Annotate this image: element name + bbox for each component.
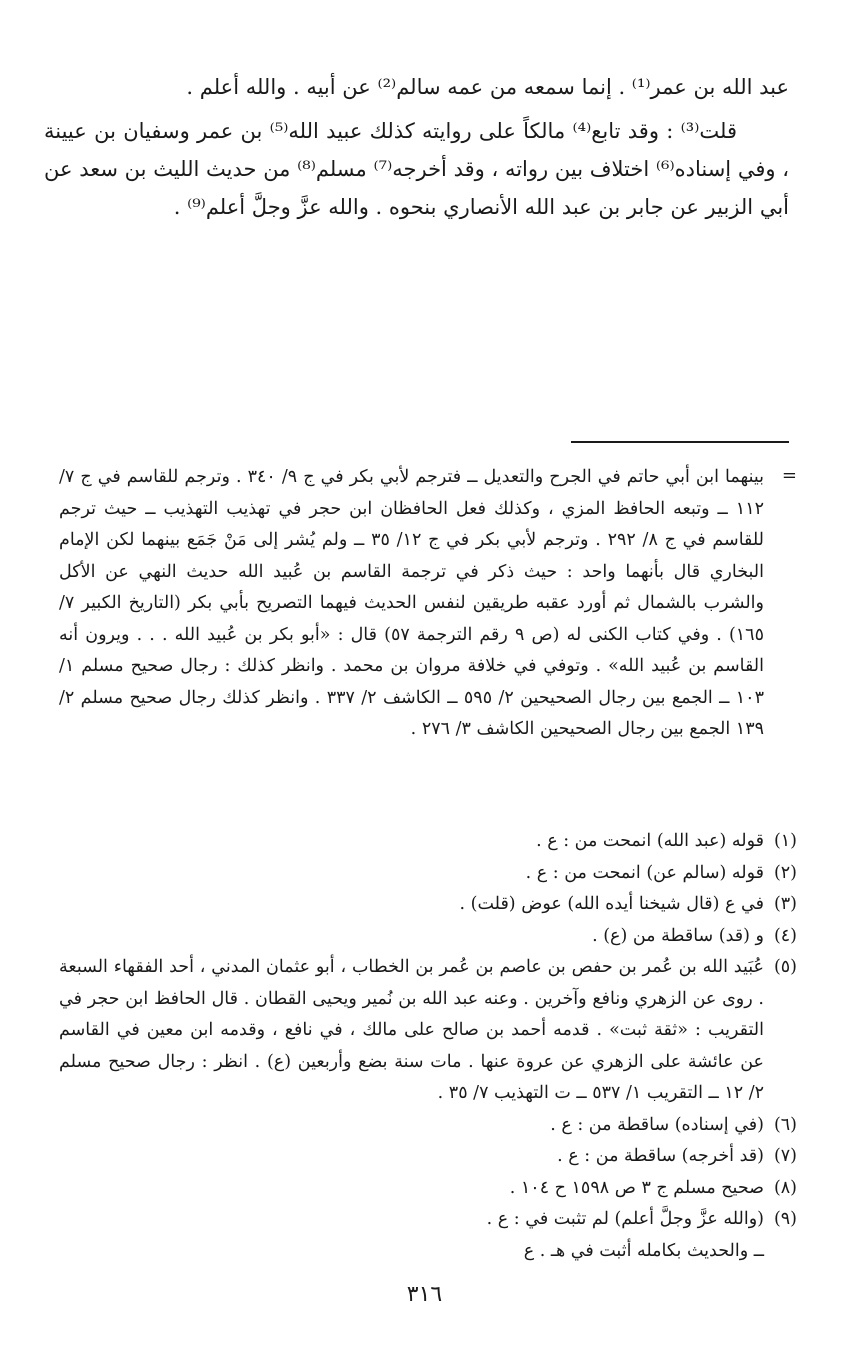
footnote-2 xyxy=(59,858,797,890)
footnote-continuation: بينهما ابن أبي حاتم في الجرح والتعديل ــ فترجم لأبي بكر في ج ٩/ ٣٤٠ . وترجم للقاسم في ج ٧/ ١١٢ ــ وتبعه الحافظ المزي ، وكذلك فعل الحافظان ابن حجر في تهذيب التهذيب ــ حيث ترجم للقاسم في ج ٨/ ٢٩٢ . وترجم لأبي بكر في ج ١٢/ ٣٥ ــ ولم يُشر إلى مَنْ جَمَع بينهما لكن الإمام البخاري قال بأنهما واحد : حيث ذكر في ترجمة القاسم بن عُبيد الله حديث النهي عن الأكل والشرب بالشمال ثم أورد عقبه طريقين لنفس الحديث فيهما التصريح بأبي بكر (التاريخ الكبير ٧/ ١٦٥) . وفي كتاب الكنى له (ص ٩ رقم الترجمة ٥٧) قال : «أبو بكر بن عُبيد الله . . . ويرون أنه القاسم بن عُبيد الله» . وتوفي في خلافة مروان بن محمد . وانظر كذلك : رجال صحيح مسلم ١/ ١٠٣ ــ الجمع بين رجال الصحيحين ٢/ ٥٩٥ ــ الكاشف ٢/ ٣٣٧ . وانظر كذلك رجال صحيح مسلم ٢/ ١٣٩ الجمع بين رجال الصحيحين الكاشف ٣/ ٢٧٦ . xyxy=(59,467,765,739)
page-number: ٣١٦ xyxy=(406,1282,443,1307)
footnote-text: قوله (سالم عن) انمحت من : ع . xyxy=(525,862,764,883)
main-paragraph-2 xyxy=(44,112,789,226)
footnote-text: (والله عزَّ وجلَّ أعلم) لم تثبت في : ع . xyxy=(486,1209,764,1229)
main-paragraph-1: عبد الله بن عمر⁽¹⁾ . إنما سمعه من عمه سالم⁽²⁾ عن أبيه . والله أعلم . xyxy=(186,75,789,99)
footnote-1 xyxy=(59,826,797,858)
footnote-number: (٧) xyxy=(773,1146,797,1166)
footnote-text: عُبَيد الله بن عُمر بن حفص بن عاصم بن عُمر بن الخطاب ، أبو عثمان المدني ، أحد الفقهاء السبعة . روى عن الزهري ونافع وآخرين . وعنه عبد الله بن نُمير ويحيى القطان . قال الحافظ ابن حجر في التقريب : «ثقة ثبت» . قدمه أحمد بن صالح على مالك ، في نافع ، وقدمه ابن معين في القاسم عن عائشة على الزهري عن عروة عنها . مات سنة بضع وأربعين (ع) . انظر : رجال صحيح مسلم ٢/ ١٢ ــ التقريب ١/ ٥٣٧ ــ ت التهذيب ٧/ ٣٥ . xyxy=(59,957,764,1103)
main-paragraph-2-text: قلت⁽³⁾ : وقد تابع⁽⁴⁾ مالكاً على روايته كذلك عبيد الله⁽⁵⁾ بن عمر وسفيان بن عيينة ، وفي إسناده⁽⁶⁾ اختلاف بين رواته ، وقد أخرجه⁽⁷⁾ مسلم⁽⁸⁾ من حديث الليث بن سعد عن أبي الزبير عن جابر بن عبد الله الأنصاري بنحوه . والله عزَّ وجلَّ أعلم⁽⁹⁾ . xyxy=(44,119,790,219)
footnote-4 xyxy=(59,921,797,953)
footnote-text: في ع (قال شيخنا أيده الله) عوض (قلت) . xyxy=(459,894,764,914)
footnote-3 xyxy=(59,889,797,921)
footnote-number: (٨) xyxy=(773,1177,797,1198)
footnote-separator xyxy=(571,441,789,443)
footnote-5 xyxy=(59,952,797,1110)
footnote-text: (قد أخرجه) ساقطة من : ع . xyxy=(557,1146,764,1166)
footnote-number: (٦) xyxy=(773,1114,797,1135)
footnote-number: (١) xyxy=(773,831,797,851)
footnote-6 xyxy=(59,1110,797,1142)
footnote-9 xyxy=(59,1204,797,1236)
main-text xyxy=(44,68,789,226)
footnotes-list xyxy=(59,826,797,1267)
footnote-number: (٣) xyxy=(773,894,797,914)
footnote-text: قوله (عبد الله) انمحت من : ع . xyxy=(536,831,764,851)
footnote-8 xyxy=(59,1173,797,1205)
footnote-final-line: ــ والحديث بكامله أثبت في هـ . ع xyxy=(523,1240,764,1261)
footnote-number: (٢) xyxy=(773,862,797,883)
footnote-number: (٥) xyxy=(773,957,797,977)
footnote-text: صحيح مسلم ج ٣ ص ١٥٩٨ ح ١٠٤ . xyxy=(509,1177,764,1198)
footnote-7 xyxy=(59,1141,797,1173)
footnote-number: (٤) xyxy=(773,925,797,946)
footnote-text: (في إسناده) ساقطة من : ع . xyxy=(550,1114,764,1135)
footnote-text: و (قد) ساقطة من (ع) . xyxy=(592,925,764,946)
continuation-mark: = xyxy=(781,465,797,486)
footnote-number: (٩) xyxy=(773,1209,797,1229)
